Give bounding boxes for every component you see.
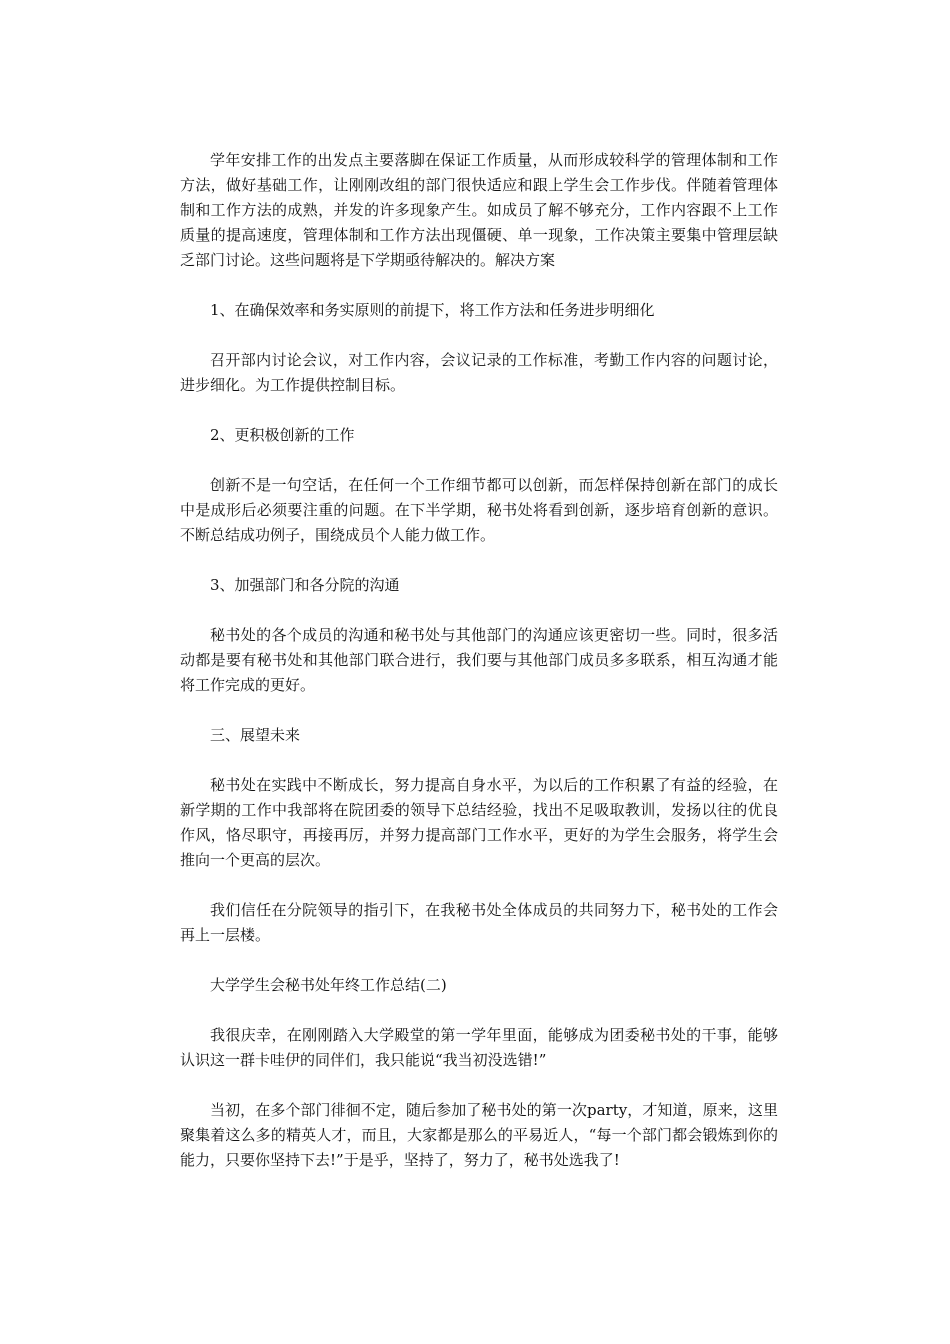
heading-item-1: 1、在确保效率和务实原则的前提下，将工作方法和任务进步明细化 (210, 301, 655, 319)
heading-section-3: 三、展望未来 (210, 726, 301, 744)
paragraph-confidence: 我们信任在分院领导的指引下，在我秘书处全体成员的共同努力下，秘书处的工作会再上一层楼。 (180, 901, 778, 944)
paragraph-communication: 秘书处的各个成员的沟通和秘书处与其他部门的沟通应该更密切一些。同时，很多活动都是要有秘书处和其他部门联合进行，我们要与其他部门成员多多联系，相互沟通才能将工作完成的更好。 (180, 626, 778, 694)
heading-item-2: 2、更积极创新的工作 (210, 426, 355, 444)
heading-item-3: 3、加强部门和各分院的沟通 (210, 576, 400, 594)
paragraph-outlook: 秘书处在实践中不断成长，努力提高自身水平，为以后的工作积累了有益的经验，在新学期的工作中我部将在院团委的领导下总结经验，找出不足吸取教训，发扬以往的优良作风，恪尽职守，再接再厉，并努力提高部门工作水平，更好的为学生会服务，将学生会推向一个更高的层次。 (180, 776, 778, 869)
document-subtitle: 大学学生会秘书处年终工作总结(二) (210, 976, 447, 994)
paragraph-innovation: 创新不是一句空话，在任何一个工作细节都可以创新，而怎样保持创新在部门的成长中是成形后必须要注重的问题。在下半学期，秘书处将看到创新，逐步培育创新的意识。不断总结成功例子，围绕成员个人能力做工作。 (180, 476, 778, 544)
paragraph-management-issues: 学年安排工作的出发点主要落脚在保证工作质量，从而形成较科学的管理体制和工作方法，做好基础工作，让刚刚改组的部门很快适应和跟上学生会工作步伐。伴随着管理体制和工作方法的成熟，并发的许多现象产生。如成员了解不够充分，工作内容跟不上工作质量的提高速度，管理体制和工作方法出现僵硬、单一现象，工作决策主要集中管理层缺乏部门讨论。这些问题将是下学期亟待解决的。解决方案 (180, 151, 778, 269)
paragraph-beginning: 当初，在多个部门徘徊不定，随后参加了秘书处的第一次party，才知道，原来，这里聚集着这么多的精英人才，而且，大家都是那么的平易近人，“每一个部门都会锻炼到你的能力，只要你坚持下去!”于是乎，坚持了，努力了，秘书处选我了! (180, 1101, 778, 1169)
document-body (180, 148, 778, 1198)
paragraph-meeting: 召开部内讨论会议，对工作内容，会议记录的工作标准，考勤工作内容的问题讨论，进步细化。为工作提供控制目标。 (180, 351, 778, 394)
paragraph-fortunate: 我很庆幸，在刚刚踏入大学殿堂的第一学年里面，能够成为团委秘书处的干事，能够认识这一群卡哇伊的同伴们，我只能说“我当初没选错!” (180, 1026, 778, 1069)
